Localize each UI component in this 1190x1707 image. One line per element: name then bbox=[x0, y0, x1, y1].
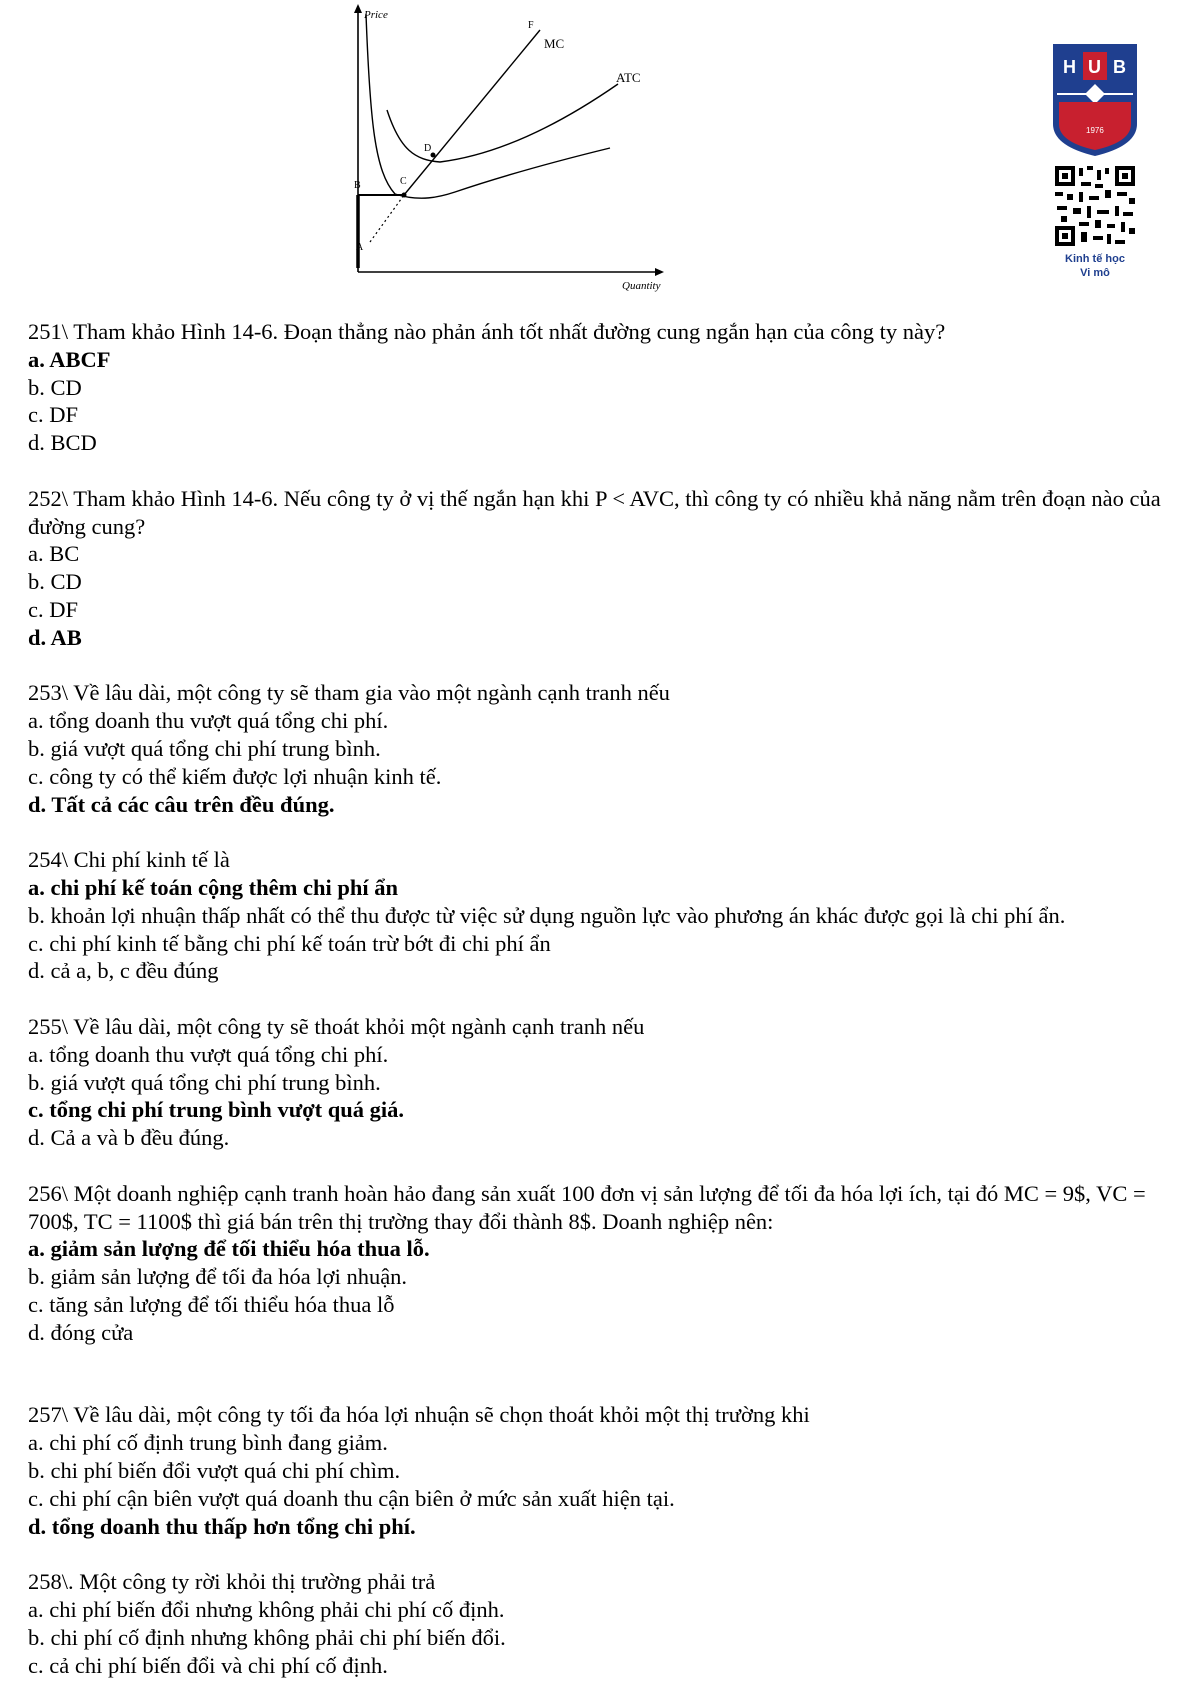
logo-subject-line1: Kinh tế học bbox=[1065, 253, 1125, 265]
option-d: d. Cả a và b đều đúng. bbox=[28, 1125, 230, 1151]
label-b: B bbox=[354, 180, 361, 191]
option-c: c. chi phí cận biên vượt quá doanh thu cận biên ở mức sản xuất hiện tại. bbox=[28, 1485, 675, 1511]
option-c: c. công ty có thể kiếm được lợi nhuận kinh tế. bbox=[28, 763, 442, 789]
logo-letter-h: H bbox=[1063, 57, 1076, 77]
label-atc: ATC bbox=[616, 70, 641, 85]
question-257 bbox=[28, 1401, 1178, 1540]
question-stem: 258\. Một công ty rời khỏi thị trường phải trả bbox=[28, 1569, 436, 1595]
option-b: b. giảm sản lượng để tối đa hóa lợi nhuận. bbox=[28, 1264, 408, 1290]
point-d bbox=[431, 153, 436, 158]
option-c: c. cả chi phí biến đổi và chi phí cố định. bbox=[28, 1652, 388, 1678]
option-a: a. chi phí biến đổi nhưng không phải chi phí cố định. bbox=[28, 1597, 505, 1623]
option-a: a. tổng doanh thu vượt quá tổng chi phí. bbox=[28, 708, 389, 734]
option-c: c. DF bbox=[28, 596, 78, 622]
avc-curve bbox=[366, 14, 610, 198]
label-mc: MC bbox=[544, 36, 565, 51]
option-a: a. chi phí cố định trung bình đang giảm. bbox=[28, 1430, 388, 1456]
y-axis-label: Price bbox=[364, 9, 388, 21]
option-a: a. giảm sản lượng để tối thiểu hóa thua lỗ. bbox=[28, 1236, 430, 1262]
question-254 bbox=[28, 846, 1178, 985]
option-b: b. khoản lợi nhuận thấp nhất có thể thu được từ việc sử dụng nguồn lực vào phương án khác được gọi là chi phí ẩn. bbox=[28, 902, 1066, 928]
question-stem: 255\ Về lâu dài, một công ty sẽ thoát khỏi một ngành cạnh tranh nếu bbox=[28, 1013, 645, 1039]
cost-curves-figure bbox=[354, 2, 720, 298]
option-b: b. giá vượt quá tổng chi phí trung bình. bbox=[28, 1069, 381, 1095]
logo-subject-line2: Vi mô bbox=[1080, 267, 1110, 279]
question-253 bbox=[28, 679, 1178, 818]
question-list bbox=[28, 318, 1178, 1707]
label-f: F bbox=[528, 20, 534, 31]
option-b: b. chi phí biến đổi vượt quá chi phí chìm. bbox=[28, 1458, 401, 1484]
question-252 bbox=[28, 485, 1178, 652]
option-b: b. CD bbox=[28, 569, 82, 595]
option-d: d. BCD bbox=[28, 430, 97, 456]
question-stem: 256\ Một doanh nghiệp cạnh tranh hoàn hảo đang sản xuất 100 đơn vị sản lượng để tối đa hóa lợi ích, tại đó MC = 9$, VC = 700$, TC = 1100$ thì giá bán trên thị trường thay đổi thành 8$. Doanh nghiệp nên: bbox=[28, 1180, 1146, 1234]
question-stem: 252\ Tham khảo Hình 14-6. Nếu công ty ở vị thế ngắn hạn khi P < AVC, thì công ty có nhiều khả năng nằm trên đoạn nào của đường cung? bbox=[28, 485, 1161, 539]
question-stem: 251\ Tham khảo Hình 14-6. Đoạn thẳng nào phản ánh tốt nhất đường cung ngắn hạn của công ty này? bbox=[28, 319, 946, 344]
option-d: d. đóng cửa bbox=[28, 1319, 134, 1345]
question-stem: 253\ Về lâu dài, một công ty sẽ tham gia vào một ngành cạnh tranh nếu bbox=[28, 680, 670, 706]
option-c: c. chi phí kinh tế bằng chi phí kế toán trừ bớt đi chi phí ẩn bbox=[28, 930, 551, 956]
logo-year: 1976 bbox=[1086, 126, 1104, 135]
option-d: d. Tất cả các câu trên đều đúng. bbox=[28, 791, 335, 817]
option-c: c. DF bbox=[28, 402, 78, 428]
mc-curve bbox=[404, 30, 540, 195]
option-b: b. chi phí cố định nhưng không phải chi phí biến đổi. bbox=[28, 1624, 506, 1650]
question-255 bbox=[28, 1013, 1178, 1152]
option-d: d. tổng doanh thu thấp hơn tổng chi phí. bbox=[28, 1513, 416, 1539]
label-c: C bbox=[400, 176, 407, 187]
label-d: D bbox=[424, 143, 432, 154]
option-c: c. tăng sản lượng để tối thiểu hóa thua lỗ bbox=[28, 1291, 395, 1317]
option-a: a. chi phí kế toán cộng thêm chi phí ẩn bbox=[28, 874, 399, 900]
logo-letter-u: U bbox=[1088, 57, 1101, 77]
question-251 bbox=[28, 318, 1178, 457]
mc-dotted-segment bbox=[370, 195, 404, 242]
option-b: b. giá vượt quá tổng chi phí trung bình. bbox=[28, 735, 381, 761]
label-a: A bbox=[356, 242, 364, 253]
option-a: a. ABCF bbox=[28, 346, 111, 372]
question-256 bbox=[28, 1180, 1178, 1347]
question-258 bbox=[28, 1568, 1178, 1679]
atc-curve bbox=[387, 84, 618, 162]
option-d: d. cả a, b, c đều đúng bbox=[28, 958, 219, 984]
option-a: a. tổng doanh thu vượt quá tổng chi phí. bbox=[28, 1041, 389, 1067]
point-c bbox=[402, 193, 407, 198]
x-axis-label: Quantity bbox=[622, 280, 661, 292]
x-axis-arrow bbox=[655, 268, 664, 276]
option-d: d. AB bbox=[28, 624, 82, 650]
option-a: a. BC bbox=[28, 541, 80, 567]
qr-code-icon bbox=[1055, 166, 1135, 246]
hub-logo bbox=[1045, 38, 1145, 298]
y-axis-arrow bbox=[354, 4, 362, 13]
option-c: c. tổng chi phí trung bình vượt quá giá. bbox=[28, 1097, 405, 1123]
question-stem: 254\ Chi phí kinh tế là bbox=[28, 847, 230, 873]
logo-letter-b: B bbox=[1113, 57, 1126, 77]
question-stem: 257\ Về lâu dài, một công ty tối đa hóa lợi nhuận sẽ chọn thoát khỏi một thị trường khi bbox=[28, 1402, 810, 1428]
option-b: b. CD bbox=[28, 374, 82, 400]
